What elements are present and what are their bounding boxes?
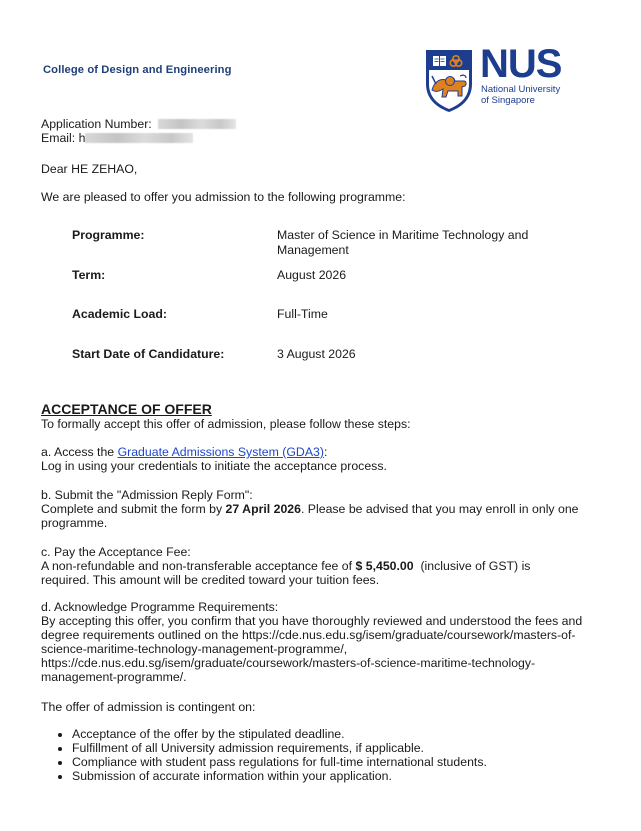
list-item: • Compliance with student pass regulations for full-time international students. [72,755,487,769]
step-b-body [41,502,601,530]
nus-logo [424,42,574,114]
nus-crest-icon [424,48,474,114]
step-a-body: Log in using your credentials to initiate the acceptance process. [41,459,387,473]
step-a-title [41,445,611,459]
list-item: • Fulfillment of all University admission requirements, if applicable. [72,741,487,755]
step-d-title: d. Acknowledge Programme Requirements: [41,600,279,614]
step-c-body-suffix: (inclusive of GST) is required. This amount will be credited toward your tuition fees. [41,559,534,587]
contingent-intro: The offer of admission is contingent on: [41,700,256,714]
college-name: College of Design and Engineering [43,64,232,76]
step-a [41,445,611,473]
step-b-body-prefix: Complete and submit the form by [41,502,226,516]
detail-label: Term: [72,267,106,282]
acceptance-intro: To formally accept this offer of admission, please follow these steps: [41,417,411,431]
detail-value: 3 August 2026 [277,346,356,361]
application-number-redacted [158,119,236,129]
acceptance-heading: ACCEPTANCE OF OFFER [41,401,212,417]
gda3-link[interactable]: Graduate Admissions System (GDA3) [117,445,324,459]
detail-value: Master of Science in Maritime Technology and Management [277,228,529,257]
step-a-title-prefix: a. Access the [41,445,118,459]
detail-row-academic-load [72,307,592,347]
list-item: • Submission of accurate information within your application. [72,769,487,783]
nus-wordmark: NUS [480,42,562,86]
step-c-body [41,559,551,587]
email-label: Email: [41,131,76,145]
detail-row-start-date [72,347,592,387]
step-a-title-suffix: : [323,445,328,459]
step-b [41,488,601,530]
step-b-body-suffix: . Please be advised that you may enroll in only one programme. [41,502,579,530]
salutation: Dear HE ZEHAO, [41,162,138,176]
step-c [41,545,551,587]
detail-row-term [72,268,592,308]
detail-value: August 2026 [277,267,347,282]
nus-subtitle [481,84,560,106]
detail-row-programme [72,228,592,268]
step-c-title: c. Pay the Acceptance Fee: [41,545,191,559]
list-item: • Acceptance of the offer by the stipulated deadline. [72,727,487,741]
email-row [41,131,236,145]
acceptance-fee: $ 5,450.00 [355,559,414,573]
intro-text: We are pleased to offer you admission to the following programme: [41,190,406,204]
application-number-row [41,117,236,131]
detail-label: Programme: [72,228,145,242]
email-visible-prefix: h [78,131,86,145]
step-d [41,600,586,684]
application-number-label: Application Number: [41,117,152,131]
email-redacted [85,133,193,143]
nus-subtitle-line2: of Singapore [481,95,535,106]
detail-label: Start Date of Candidature: [72,346,225,361]
step-d-body: By accepting this offer, you confirm that you have thoroughly reviewed and understood the fees and degree requirements outlined on the https://cde.nus.edu.sg/isem/graduate/coursework/masters-of-science-maritime-technology-management-programme/, https://cde.nus.edu.sg/isem/graduate/coursework/masters-of-science-maritime-technology-management-programme/. [41,614,583,684]
reply-deadline: 27 April 2026 [225,502,301,516]
programme-details [72,228,592,386]
contingent-list [56,727,487,783]
applicant-info [41,117,236,145]
nus-subtitle-line1: National University [481,84,561,95]
detail-label: Academic Load: [72,307,167,321]
step-c-body-prefix: A non-refundable and non-transferable acceptance fee of [41,559,356,573]
step-b-title: b. Submit the "Admission Reply Form": [41,488,253,502]
detail-value: Full-Time [277,307,328,321]
